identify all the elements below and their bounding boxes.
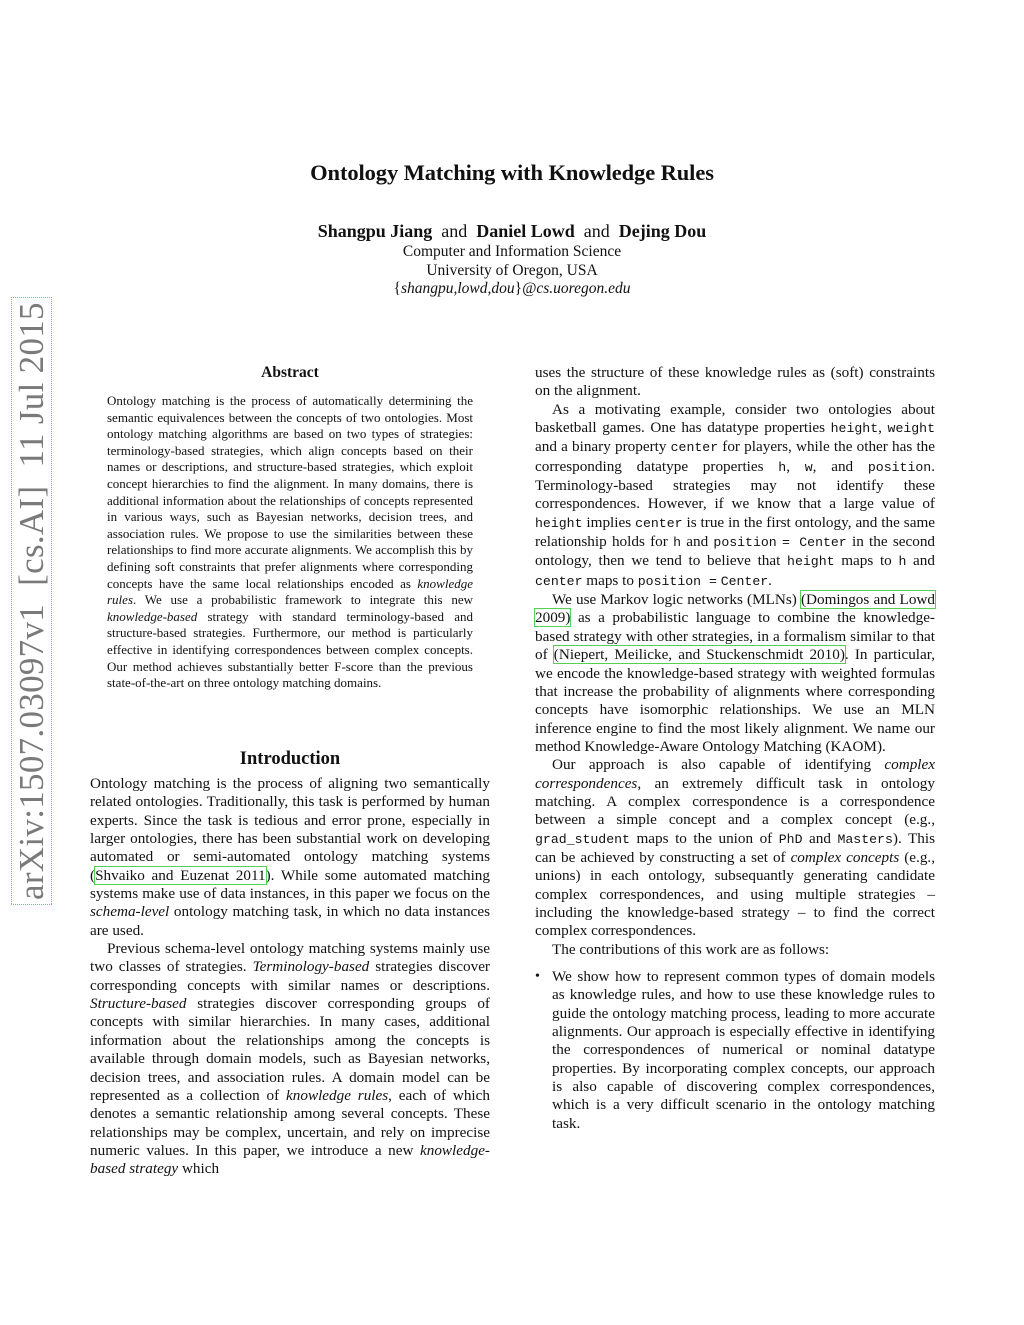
introduction-heading: Introduction (239, 749, 341, 769)
arxiv-stamp (7, 302, 57, 905)
arxiv-id[interactable]: arXiv:1507.03097v1 [cs.AI] 11 Jul 2015 (11, 297, 52, 905)
list-item: • We show how to represent common types of domain models as knowledge rules, and how to use these knowledge rules to guide the ontology matching process, leading to more accurate alignments. Our approach is especially effective in identifying the correspondences of numerical or nominal datatype properties. By incorporating complex concepts, our approach is also capable of discovering complex correspondences, which is a very difficult scenario in the ontology matching task. (535, 968, 935, 1132)
email-names: shangpu,lowd,dou (400, 280, 515, 297)
body-paragraph: As a motivating example, consider two ontologies about basketball games. One has datatype properties height, weight and a binary property center for players, while the other has the corresponding datatype properties h, w, and position. Terminology-based strategies may not identify these correspondences. However, if we know that a large value of height implies center is true in the first ontology, and the same relationship holds for h and position = Center in the second ontology, then we tend to believe that height maps to h and center maps to position = Center. (535, 400, 936, 589)
author-name: Daniel Lowd (476, 221, 575, 241)
right-column-text (535, 364, 935, 1133)
left-column-text (90, 775, 490, 1179)
citation-link[interactable]: Shvaiko and Euzenat 2011 (95, 866, 266, 884)
affiliation-university: University of Oregon, USA (426, 262, 598, 279)
abstract-heading: Abstract (261, 364, 319, 381)
author-name: Shangpu Jiang (317, 221, 433, 241)
abstract-body (107, 393, 473, 692)
author-separator: and (441, 221, 468, 241)
author-line (0, 221, 1024, 242)
body-paragraph: uses the structure of these knowledge rules as (soft) constraints on the alignment. (535, 364, 935, 400)
author-name: Dejing Dou (618, 221, 707, 241)
affiliation-department: Computer and Information Science (402, 243, 622, 260)
author-separator: and (583, 221, 610, 241)
body-paragraph: Our approach is also capable of identifying complex correspondences, an extremely difficult task in ontology matching. A complex correspondence is a correspondence between a simple concept and a complex concept (e.g., grad_student maps to the union of PhD and Masters). This can be achieved by constructing a set of complex concepts (e.g., unions) in each ontology, subsequantly generating candidate complex correspondences, and using multiple strategies – including the knowledge-based strategy – to find the correct complex correspondences. (535, 756, 936, 940)
paper-title: Ontology Matching with Knowledge Rules (310, 160, 714, 185)
author-emails: {shangpu,lowd,dou}@cs.uoregon.edu (393, 280, 631, 297)
contributions-list (535, 968, 935, 1133)
abstract-paragraph: Ontology matching is the process of automatically determining the semantic equivalences between the concepts of two ontologies. Most ontology matching algorithms are based on two types of strategies: terminology-based strategies, which align concepts based on their names or descriptions, and structure-based strategies, which exploit concept hierarchies to find the alignment. In many domains, there is additional information about the relationships of concepts represented in various ways, such as Bayesian networks, decision trees, and association rules. We propose to use the similarities between these relationships to find more accurate alignments. We accomplish this by defining soft constraints that prefer alignments where corresponding concepts have the same local relationships encoded as knowledge rules. We use a probabilistic framework to integrate this new knowledge-based strategy with standard terminology-based and structure-based strategies. Furthermore, our method is particularly effective in identifying correspondences between complex concepts. Our method achieves substantially better F-score than the previous state-of-the-art on three ontology matching domains. (107, 393, 473, 691)
email-domain: @cs.uoregon.edu (522, 280, 631, 297)
citation-link[interactable]: (Niepert, Meilicke, and Stuckenschmidt 2010) (553, 646, 845, 664)
intro-paragraph: Ontology matching is the process of aligning two semantically related ontologies. Traditionally, this task is performed by human experts. Since the task is tedious and error prone, especially in larger ontologies, there has been substantial work on developing automated or semi-automated ontology matching systems (Shvaiko and Euzenat 2011). While some automated matching systems make use of data instances, in this paper we focus on the schema-level ontology matching task, in which no data instances are used. (90, 775, 490, 939)
body-paragraph: The contributions of this work are as follows: (552, 940, 830, 958)
bullet-icon: • (535, 969, 540, 984)
intro-paragraph: Previous schema-level ontology matching systems mainly use two classes of strategies. Terminology-based strategies discover corresponding concepts with similar names or descriptions. Structure-based strategies discover corresponding groups of concepts with similar hierarchies. In many cases, additional information about the relationships among the concepts is available through domain models, such as Bayesian networks, decision trees, and association rules. A domain model can be represented as a collection of knowledge rules, each of which denotes a semantic relationship among several concepts. These relationships may be complex, uncertain, and rely on imprecise numeric values. In this paper, we introduce a new knowledge-based strategy which (90, 940, 490, 1178)
body-paragraph: We use Markov logic networks (MLNs) (Domingos and Lowd 2009) as a probabilistic language to combine the knowledge-based strategy with other strategies, in a formalism similar to that of (Niepert, Meilicke, and Stuckenschmidt 2010). In particular, we encode the knowledge-based strategy with weighted formulas that increase the probability of alignments where corresponding concepts have isomorphic relationships. We use an MLN inference engine to find the most likely alignment. We name our method Knowledge-Aware Ontology Matching (KAOM). (535, 591, 935, 755)
citation-link[interactable]: (Domingos and Lowd 2009) (535, 591, 935, 627)
